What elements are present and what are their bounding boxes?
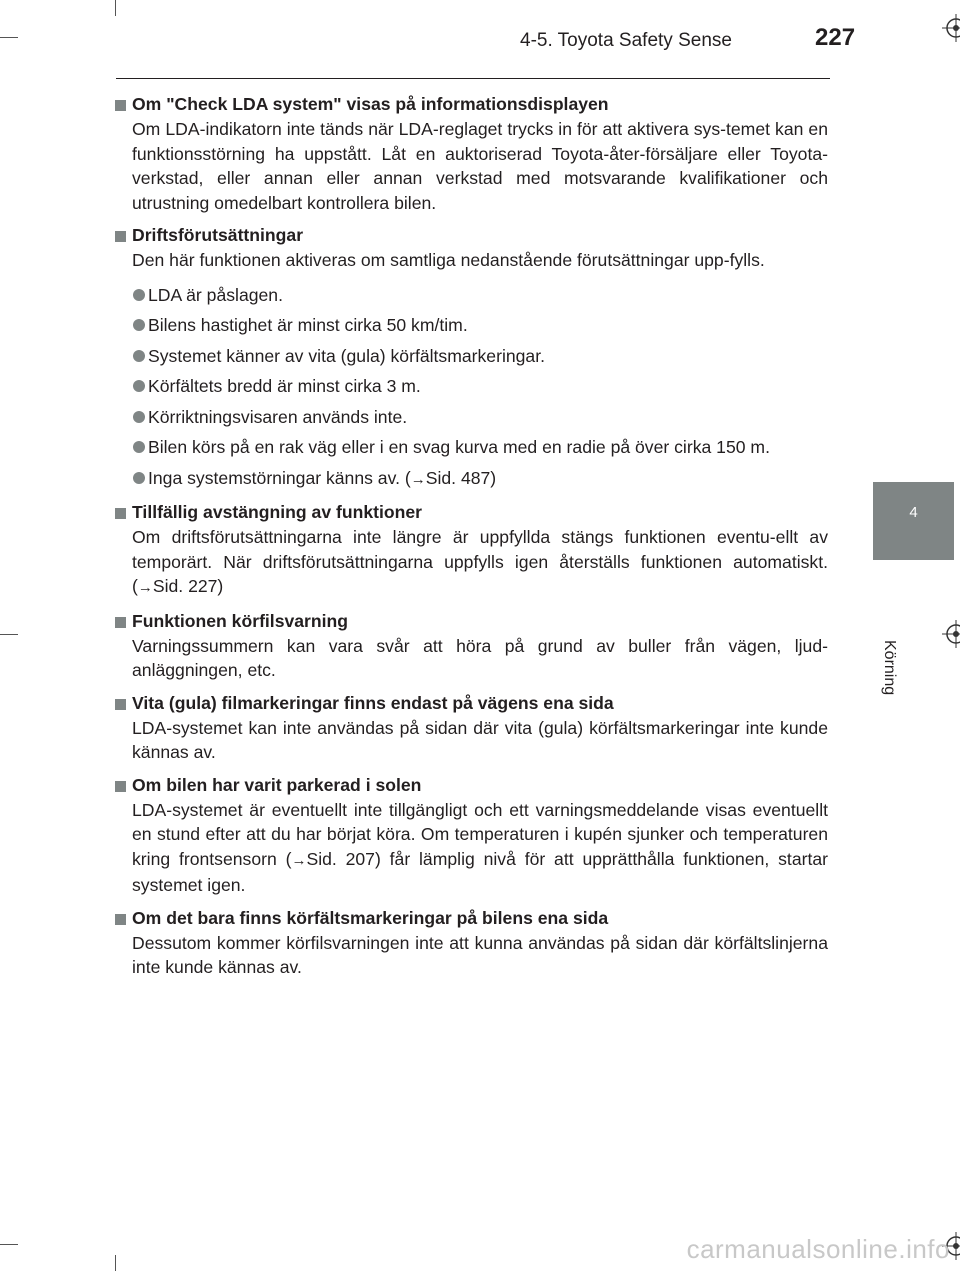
circle-bullet-icon [133, 319, 145, 331]
circle-bullet-icon [133, 472, 145, 484]
section-title: Om bilen har varit parkerad i solen [114, 773, 828, 798]
section [114, 609, 828, 683]
square-bullet-icon [115, 781, 126, 792]
main-content [114, 92, 828, 988]
crop-mark [0, 634, 18, 635]
square-bullet-icon [115, 699, 126, 710]
arrow-right-icon: → [137, 579, 153, 596]
circle-bullet-icon [133, 289, 145, 301]
section [114, 773, 828, 898]
chapter-label [876, 570, 898, 696]
chapter-label-text: Körning [881, 640, 898, 696]
circle-bullet-icon [133, 441, 145, 453]
page-reference[interactable]: Sid. 207) [306, 848, 381, 869]
square-bullet-icon [115, 914, 126, 925]
watermark: carmanualsonline.info [686, 1234, 950, 1264]
arrow-right-icon: → [291, 851, 307, 869]
section [114, 223, 828, 492]
section-title: Om det bara finns körfältsmarkeringar på bilens ena sida [114, 906, 828, 931]
crop-mark [0, 37, 18, 38]
list-item: LDA är påslagen. [114, 283, 828, 308]
square-bullet-icon [115, 508, 126, 519]
arrow-right-icon: → [410, 470, 426, 488]
section-text: Dessutom kommer körfilsvarningen inte att kunna användas på sidan där körfältslinjerna inte kunde kännas av. [132, 932, 828, 977]
square-bullet-icon [115, 231, 126, 242]
section-text: Varningssummern kan vara svår att höra på grund av buller från vägen, ljud-anläggningen, etc. [132, 635, 828, 680]
page-reference[interactable]: Sid. 227) [152, 576, 224, 596]
list-item: Körriktningsvisaren används inte. [114, 405, 828, 430]
registration-mark-icon [942, 620, 960, 648]
page-number: 227 [815, 24, 856, 51]
section-text: LDA-systemet är eventuellt inte tillgängligt och ett varningsmeddelande visas eventuellt en stund efter att du har börjat köra. Om temperaturen i kupén sjunker och temperaturen kring frontsensorn (→Sid. 207) får lämplig nivå för att upprätthålla funktionen, startar systemet igen. [132, 799, 828, 895]
list-item: Bilens hastighet är minst cirka 50 km/tim. [114, 313, 828, 338]
section-text: Om driftsförutsättningarna inte längre är uppfyllda stängs funktionen eventu-ellt av temporärt. När driftsförutsättningarna uppfylls igen återställs funktionen automatiskt. (→Sid. 227) [132, 527, 828, 596]
crop-mark [0, 1244, 18, 1245]
list-item: Körfältets bredd är minst cirka 3 m. [114, 374, 828, 399]
circle-bullet-icon [133, 380, 145, 392]
list-item: Systemet känner av vita (gula) körfältsmarkeringar. [114, 344, 828, 369]
section-title: Tillfällig avstängning av funktioner [114, 500, 828, 525]
section-title: Vita (gula) filmarkeringar finns endast på vägens ena sida [114, 691, 828, 716]
section-heading: 4-5. Toyota Safety Sense [520, 30, 732, 51]
section-text: Om LDA-indikatorn inte tänds när LDA-reglaget trycks in för att aktivera sys-temet kan en funktionsstörning ha uppstått. Låt en auktoriserad Toyota-åter-försäljare eller Toyota-verkstad, eller annan eller annan verkstad med motsvarande kvalifikationer och utrustning omedelbart kontrollera bilen. [132, 119, 828, 213]
section [114, 906, 828, 980]
header-divider [116, 78, 830, 79]
square-bullet-icon [115, 617, 126, 628]
section [114, 691, 828, 765]
section-text: Den här funktionen aktiveras om samtliga nedanstående förutsättningar upp-fylls. [132, 250, 765, 270]
crop-mark [115, 0, 116, 16]
chapter-tab [873, 482, 954, 560]
circle-bullet-icon [133, 411, 145, 423]
crop-mark [115, 1255, 116, 1271]
section-title: Driftsförutsättningar [114, 223, 828, 248]
circle-bullet-icon [133, 350, 145, 362]
list-item: Inga systemstörningar känns av. (→Sid. 487) [114, 466, 828, 493]
section [114, 500, 828, 601]
page-reference[interactable]: Sid. 487) [425, 467, 497, 488]
condition-list [114, 283, 828, 493]
section-title: Funktionen körfilsvarning [114, 609, 828, 634]
section-text: LDA-systemet kan inte användas på sidan där vita (gula) körfältsmarkeringar inte kunde kännas av. [132, 717, 828, 762]
list-item: Bilen körs på en rak väg eller i en svag kurva med en radie på över cirka 150 m. [114, 435, 828, 460]
section [114, 92, 828, 215]
section-title: Om "Check LDA system" visas på informationsdisplayen [114, 92, 828, 117]
chapter-number: 4 [909, 504, 918, 521]
registration-mark-icon [942, 14, 960, 42]
square-bullet-icon [115, 100, 126, 111]
